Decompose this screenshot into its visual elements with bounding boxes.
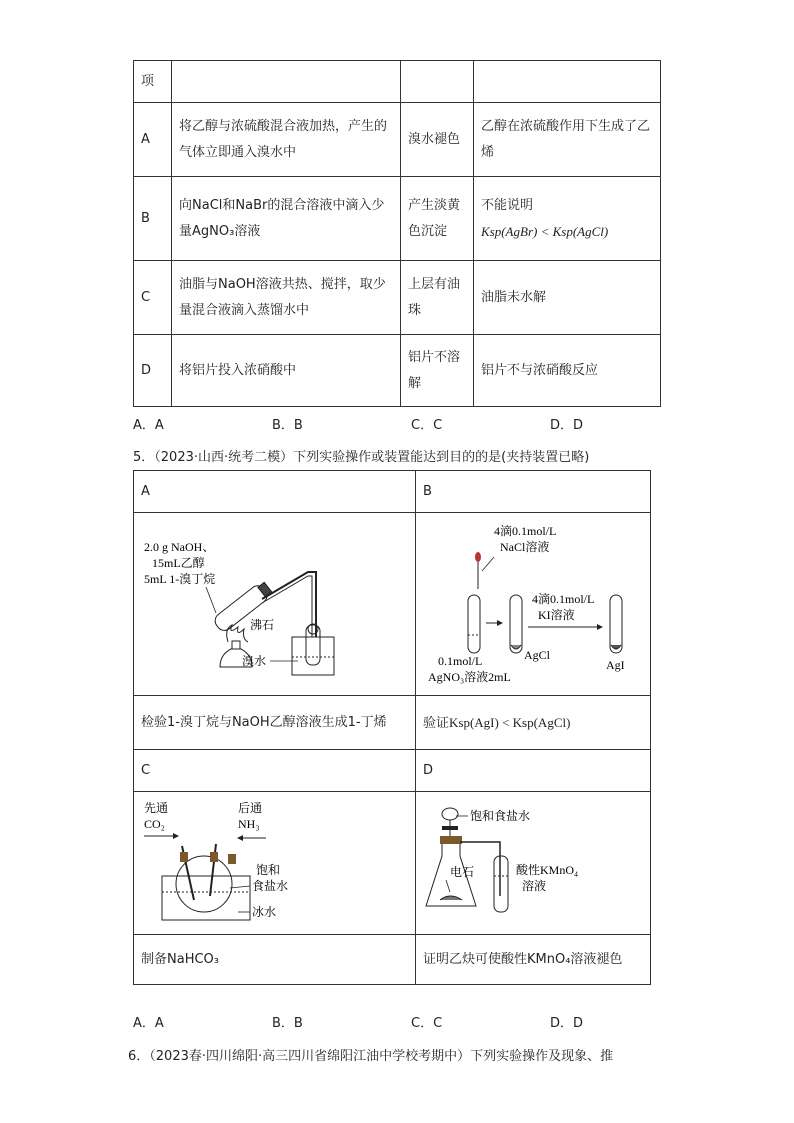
apparatus-table (133, 470, 651, 985)
acetylene-apparatus-diagram (420, 796, 646, 926)
caption-d: 证明乙炔可使酸性KMnO₄溶液褪色 (416, 935, 651, 985)
svg-text:AgI: AgI (606, 658, 625, 672)
svg-text:5mL 1-溴丁烷: 5mL 1-溴丁烷 (144, 572, 216, 586)
table-row (134, 261, 661, 335)
svg-text:4滴0.1mol/L: 4滴0.1mol/L (494, 524, 557, 538)
svg-text:食盐水: 食盐水 (252, 879, 289, 893)
nahco3-apparatus-diagram (138, 796, 408, 926)
row-id: A (134, 103, 172, 177)
svg-text:NaCl溶液: NaCl溶液 (500, 540, 550, 554)
row-operation: 将乙醇与浓硫酸混合液加热，产生的气体立即通入溴水中 (172, 103, 401, 177)
svg-text:酸性KMnO₄: 酸性KMnO₄ (516, 863, 579, 877)
svg-text:KI溶液: KI溶液 (538, 608, 575, 622)
precipitation-test-diagram (420, 517, 646, 687)
figure-c (134, 792, 416, 935)
svg-text:0.1mol/L: 0.1mol/L (438, 654, 483, 668)
option-c[interactable]: C．C (411, 418, 443, 433)
answer-options-q4 (133, 414, 689, 433)
row-phenomenon: 产生淡黄色沉淀 (401, 177, 474, 261)
answer-options-q5 (133, 1012, 689, 1031)
caption-b: 验证Ksp(AgI) < Ksp(AgCl) (416, 696, 651, 750)
table-header-row (134, 61, 661, 103)
svg-text:饱和: 饱和 (256, 863, 281, 877)
experiment-table (133, 60, 661, 407)
header-cell: 项 (134, 61, 172, 103)
row-phenomenon: 铝片不溶解 (401, 335, 474, 407)
row-conclusion: 乙醇在浓硫酸作用下生成了乙烯 (474, 103, 661, 177)
row-operation: 将铝片投入浓硝酸中 (172, 335, 401, 407)
svg-text:溴水: 溴水 (242, 654, 267, 668)
row-conclusion (474, 177, 661, 261)
cell-label-b: B (416, 471, 651, 513)
caption-c: 制备NaHCO₃ (134, 935, 416, 985)
option-a[interactable]: A．A (133, 418, 164, 433)
svg-text:先通: 先通 (144, 801, 169, 815)
row-id: D (134, 335, 172, 407)
option-d[interactable]: D．D (550, 1016, 584, 1031)
table-row (134, 103, 661, 177)
ksp-formula: Ksp(AgBr) < Ksp(AgCl) (481, 223, 609, 239)
figure-a (134, 513, 416, 696)
svg-text:饱和食盐水: 饱和食盐水 (470, 809, 531, 823)
row-conclusion: 铝片不与浓硝酸反应 (474, 335, 661, 407)
svg-text:AgNO₃溶液2mL: AgNO₃溶液2mL (428, 670, 511, 684)
row-phenomenon: 溴水褪色 (401, 103, 474, 177)
svg-text:电石: 电石 (450, 865, 475, 879)
svg-text:15mL乙醇: 15mL乙醇 (152, 556, 205, 570)
caption-a: 检验1-溴丁烷与NaOH乙醇溶液生成1-丁烯 (134, 696, 416, 750)
option-b[interactable]: B．B (272, 418, 303, 433)
table-row (134, 177, 661, 261)
option-b[interactable]: B．B (272, 1016, 303, 1031)
svg-text:沸石: 沸石 (250, 618, 275, 632)
svg-text:溶液: 溶液 (522, 879, 547, 893)
question-5-stem: 5．（2023·山西·统考二模）下列实验操作或装置能达到目的的是(夹持装置已略) (133, 450, 590, 465)
question-6-stem: 6．（2023春·四川绵阳·高三四川省绵阳江油中学校考期中）下列实验操作及现象、推 (128, 1049, 614, 1064)
cell-label-d: D (416, 750, 651, 792)
cell-label-c: C (134, 750, 416, 792)
row-id: B (134, 177, 172, 261)
option-d[interactable]: D．D (550, 418, 584, 433)
svg-text:4滴0.1mol/L: 4滴0.1mol/L (532, 592, 595, 606)
svg-text:2.0 g NaOH、: 2.0 g NaOH、 (144, 540, 215, 554)
figure-d (416, 792, 651, 935)
row-conclusion: 油脂未水解 (474, 261, 661, 335)
svg-text:AgCl: AgCl (524, 648, 551, 662)
row-phenomenon: 上层有油珠 (401, 261, 474, 335)
svg-text:NH₃: NH₃ (238, 817, 260, 831)
svg-text:冰水: 冰水 (252, 905, 277, 919)
row-operation: 油脂与NaOH溶液共热、搅拌，取少量混合液滴入蒸馏水中 (172, 261, 401, 335)
figure-b (416, 513, 651, 696)
cell-label-a: A (134, 471, 416, 513)
row-operation: 向NaCl和NaBr的混合溶液中滴入少量AgNO₃溶液 (172, 177, 401, 261)
table-row (134, 335, 661, 407)
option-a[interactable]: A．A (133, 1016, 164, 1031)
svg-text:后通: 后通 (238, 801, 263, 815)
row-id: C (134, 261, 172, 335)
option-c[interactable]: C．C (411, 1016, 443, 1031)
distillation-apparatus-diagram (138, 517, 408, 687)
svg-text:CO₂: CO₂ (144, 817, 165, 831)
conclusion-text: 不能说明 (481, 197, 534, 213)
